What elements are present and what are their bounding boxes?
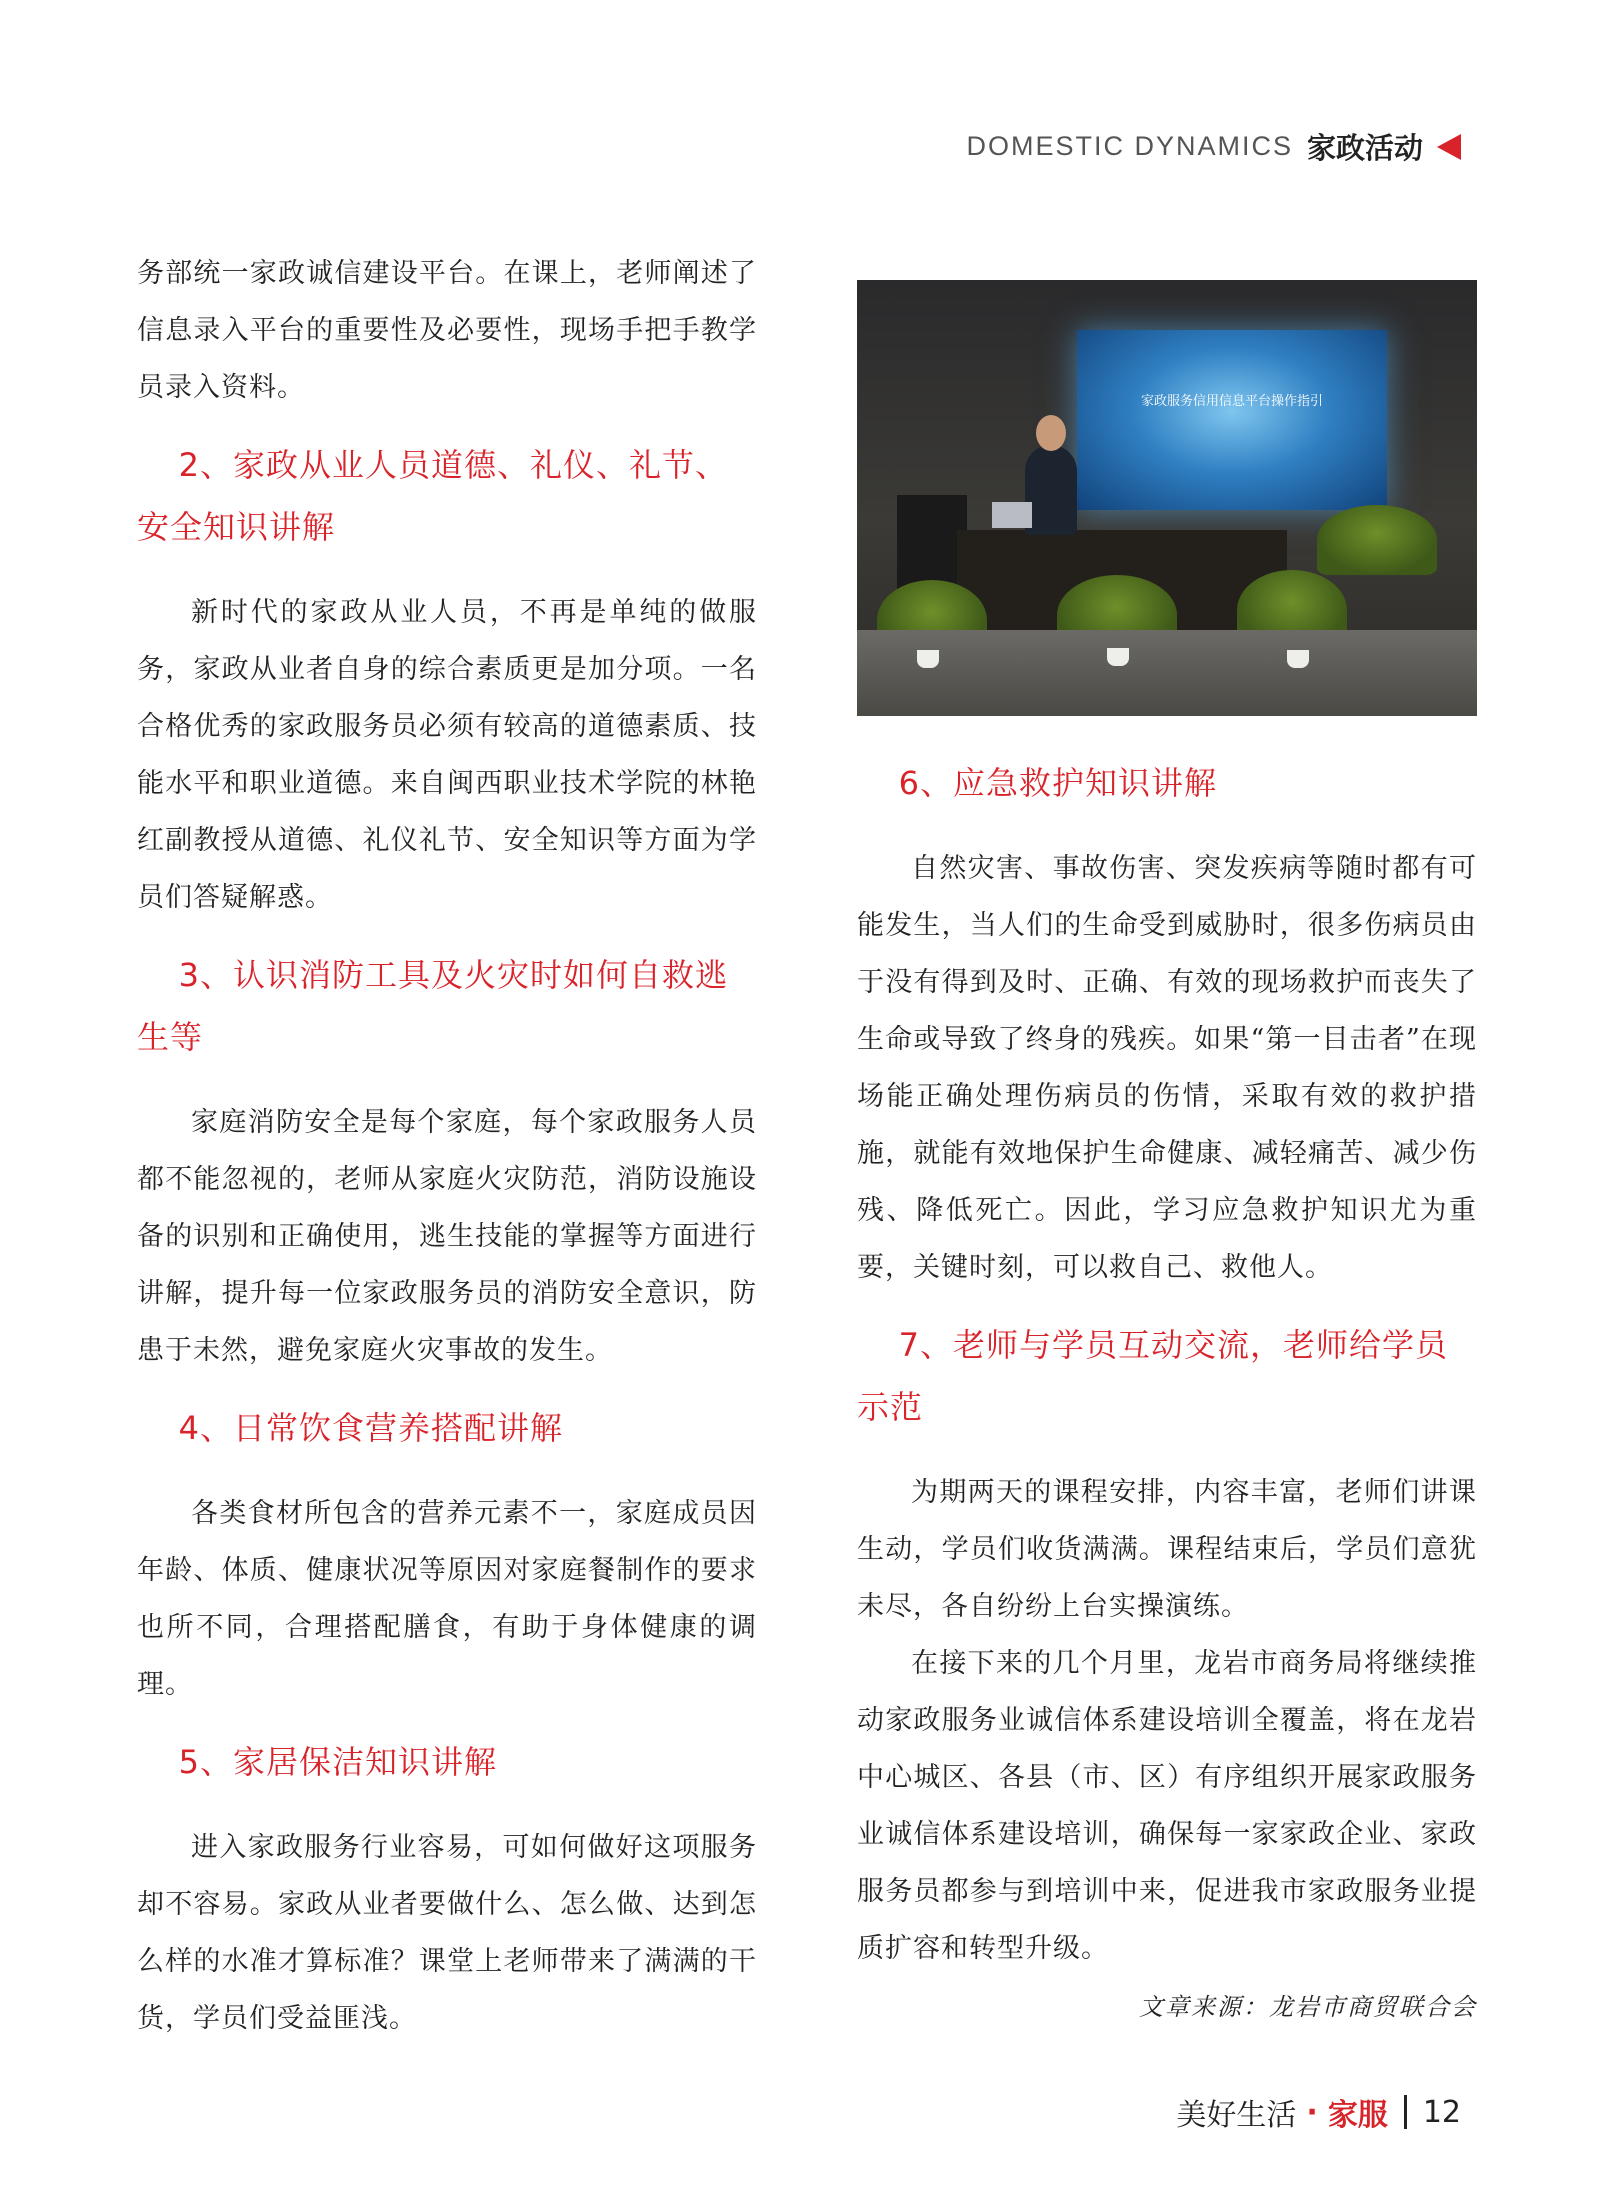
- training-photo: [857, 280, 1477, 716]
- red-triangle-icon: [1437, 134, 1461, 160]
- paragraph: 自然灾害、事故伤害、突发疾病等随时都有可能发生，当人们的生命受到威胁时，很多伤病员由于没有得到及时、正确、有效的现场救护而丧失了生命或导致了终身的残疾。如果“第一目击者”在现场能正确处理伤病员的伤情，采取有效的救护措施，就能有效地保护生命健康、减轻痛苦、减少伤残、降低死亡。因此，学习应急救护知识尤为重要，关键时刻，可以救自己、救他人。: [857, 853, 1477, 1283]
- section-heading: 7、老师与学员互动交流，老师给学员示范: [857, 1326, 1448, 1426]
- magazine-name: 美好生活: [1176, 2098, 1297, 2133]
- paragraph: 为期两天的课程安排，内容丰富，老师们讲课生动，学员们收货满满。课程结束后，学员们意犹未尽，各自纷纷上台实操演练。: [857, 1477, 1477, 1622]
- screen-title: 家政服务信用信息平台操作指引: [1140, 394, 1323, 409]
- section-heading: 2、家政从业人员道德、礼仪、礼节、安全知识讲解: [137, 446, 728, 546]
- left-column: [137, 245, 757, 2047]
- right-column: [857, 262, 1477, 2022]
- teacup: [1107, 648, 1129, 666]
- projector-screen: [1077, 330, 1387, 510]
- page-number: 12: [1422, 2094, 1461, 2130]
- plant: [1317, 505, 1437, 575]
- paragraph: 务部统一家政诚信建设平台。在课上，老师阐述了信息录入平台的重要性及必要性，现场手把手教学员录入资料。: [137, 258, 757, 403]
- paragraph: 新时代的家政从业人员，不再是单纯的做服务，家政从业者自身的综合素质更是加分项。一名合格优秀的家政服务员必须有较高的道德素质、技能水平和职业道德。来自闽西职业技术学院的林艳红副教授从道德、礼仪礼节、安全知识等方面为学员们答疑解惑。: [137, 597, 757, 913]
- teacup: [1287, 650, 1309, 668]
- footer-section: 家服: [1327, 2098, 1388, 2133]
- laptop: [992, 502, 1032, 528]
- section-heading: 4、日常饮食营养搭配讲解: [178, 1409, 563, 1447]
- footer-divider: [1404, 2095, 1407, 2129]
- header-cn-label: 家政活动: [1306, 131, 1423, 165]
- section-heading: 3、认识消防工具及火灾时如何自救逃生等: [137, 956, 728, 1056]
- page-header: [966, 126, 1461, 167]
- section-heading: 5、家居保洁知识讲解: [178, 1743, 497, 1781]
- footer-dot: ·: [1306, 2094, 1318, 2130]
- speaker-figure: [1025, 445, 1077, 535]
- page-footer: [1176, 2090, 1461, 2134]
- paragraph: 各类食材所包含的营养元素不一，家庭成员因年龄、体质、健康状况等原因对家庭餐制作的要求也所不同，合理搭配膳食，有助于身体健康的调理。: [137, 1498, 757, 1700]
- article-source: 文章来源：龙岩市商贸联合会: [1139, 1993, 1477, 2021]
- paragraph: 家庭消防安全是每个家庭，每个家政服务人员都不能忽视的，老师从家庭火灾防范，消防设施设备的识别和正确使用，逃生技能的掌握等方面进行讲解，提升每一位家政服务员的消防安全意识，防患于未然，避免家庭火灾事故的发生。: [137, 1107, 757, 1366]
- paragraph: 在接下来的几个月里，龙岩市商务局将继续推动家政服务业诚信体系建设培训全覆盖，将在龙岩中心城区、各县（市、区）有序组织开展家政服务业诚信体系建设培训，确保每一家家政企业、家政服务员都参与到培训中来，促进我市家政服务业提质扩容和转型升级。: [857, 1648, 1477, 1964]
- paragraph: 进入家政服务行业容易，可如何做好这项服务却不容易。家政从业者要做什么、怎么做、达到怎么样的水准才算标准？课堂上老师带来了满满的干货，学员们受益匪浅。: [137, 1832, 757, 2034]
- section-heading: 6、应急救护知识讲解: [898, 764, 1217, 802]
- front-table: [857, 630, 1477, 716]
- header-en-label: DOMESTIC DYNAMICS: [966, 131, 1293, 161]
- teacup: [917, 650, 939, 668]
